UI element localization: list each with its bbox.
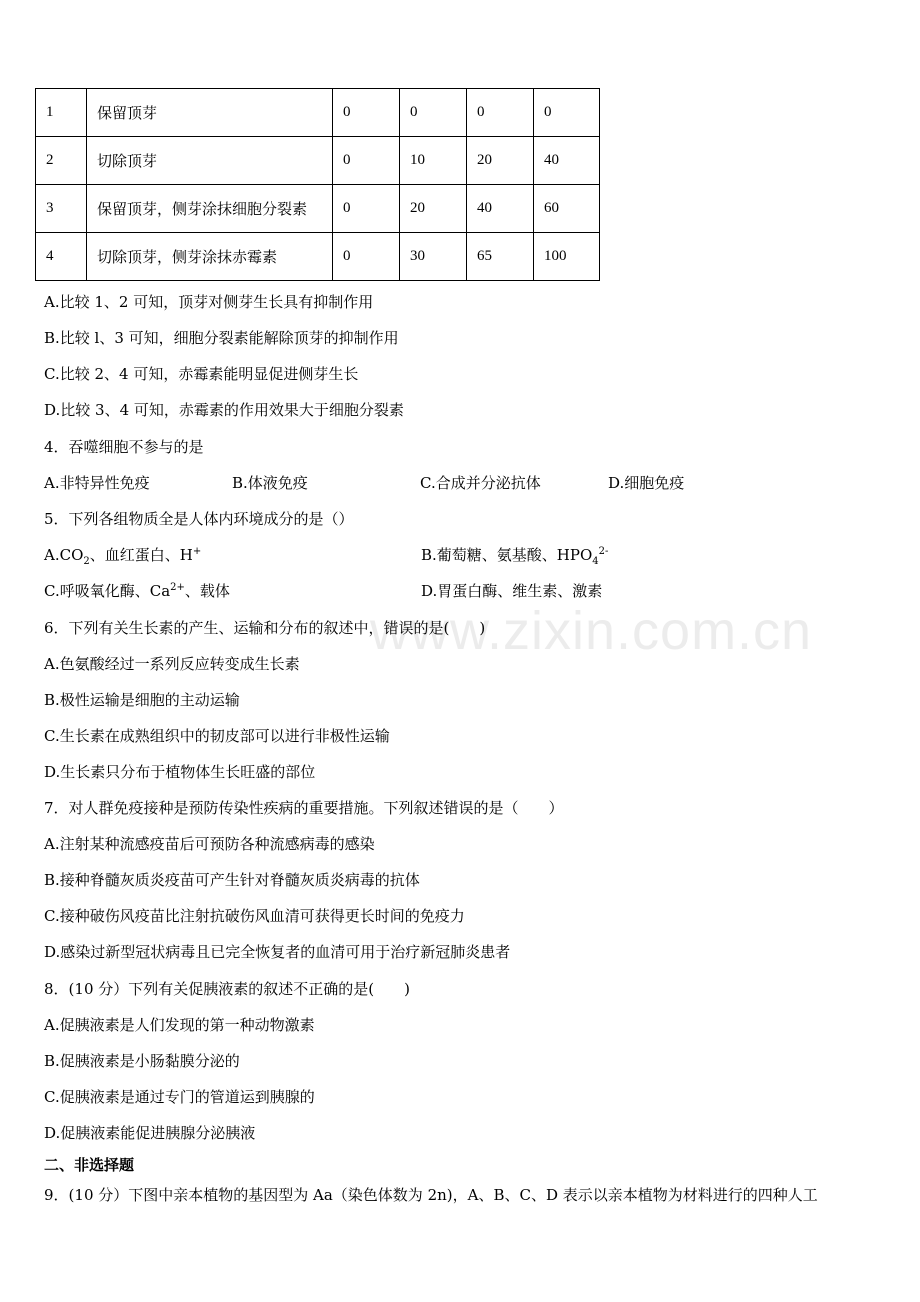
table-row <box>36 137 600 185</box>
q8-option-c: C.促胰液素是通过专门的管道运到胰腺的 <box>44 1088 315 1106</box>
table-cell-value: 40 <box>534 137 600 185</box>
table-cell-treatment: 保留顶芽 <box>87 89 333 137</box>
table-cell-value: 10 <box>400 137 467 185</box>
q7-option-d: D.感染过新型冠状病毒且已完全恢复者的血清可用于治疗新冠肺炎患者 <box>44 943 511 961</box>
table-cell-value: 30 <box>400 233 467 281</box>
table-cell-value: 0 <box>400 89 467 137</box>
table-cell-group: 4 <box>36 233 87 281</box>
table-cell-value: 65 <box>467 233 534 281</box>
q8-stem: 8．(10 分）下列有关促胰液素的叙述不正确的是( ) <box>44 980 410 998</box>
q6-stem: 6．下列有关生长素的产生、运输和分布的叙述中，错误的是( ) <box>44 619 486 637</box>
q8-option-a: A.促胰液素是人们发现的第一种动物激素 <box>44 1016 315 1034</box>
q4-option-a: A.非特异性免疫 <box>44 474 150 492</box>
table-row <box>36 185 600 233</box>
table-cell-value: 0 <box>467 89 534 137</box>
q4-option-b: B.体液免疫 <box>232 474 308 492</box>
section-heading: 二、非选择题 <box>44 1156 135 1174</box>
table-cell-value: 40 <box>467 185 534 233</box>
table-cell-group: 1 <box>36 89 87 137</box>
q6-option-a: A.色氨酸经过一系列反应转变成生长素 <box>44 655 300 673</box>
q4-stem: 4．吞噬细胞不参与的是 <box>44 438 204 456</box>
table-row <box>36 233 600 281</box>
q5-option-d: D.胃蛋白酶、维生素、激素 <box>421 582 603 600</box>
table-cell-value: 0 <box>333 137 400 185</box>
q6-option-b: B.极性运输是细胞的主动运输 <box>44 691 240 709</box>
q6-option-d: D.生长素只分布于植物体生长旺盛的部位 <box>44 763 316 781</box>
q7-option-b: B.接种脊髓灰质炎疫苗可产生针对脊髓灰质炎病毒的抗体 <box>44 871 420 889</box>
q8-option-b: B.促胰液素是小肠黏膜分泌的 <box>44 1052 240 1070</box>
experiment-table <box>35 88 600 281</box>
q6-option-c: C.生长素在成熟组织中的韧皮部可以进行非极性运输 <box>44 727 390 745</box>
table-cell-value: 20 <box>400 185 467 233</box>
q5-stem: 5．下列各组物质全是人体内环境成分的是（） <box>44 510 354 528</box>
q9-stem: 9．(10 分）下图中亲本植物的基因型为 Aa（染色体数为 2n)，A、B、C、D 表示以亲本植物为材料进行的四种人工 <box>44 1186 818 1204</box>
q4-option-d: D.细胞免疫 <box>608 474 685 492</box>
table-cell-treatment: 保留顶芽，侧芽涂抹细胞分裂素 <box>87 185 333 233</box>
table-cell-value: 0 <box>333 233 400 281</box>
q4-option-c: C.合成并分泌抗体 <box>420 474 541 492</box>
q3-option-c: C.比较 2、4 可知，赤霉素能明显促进侧芽生长 <box>44 365 359 383</box>
q5-option-c: C.呼吸氧化酶、$Ca^{2+}$、载体 <box>44 582 230 600</box>
table-row <box>36 89 600 137</box>
table-cell-value: 100 <box>534 233 600 281</box>
table-cell-value: 0 <box>333 89 400 137</box>
table-cell-value: 0 <box>534 89 600 137</box>
q3-option-a: A.比较 1、2 可知，顶芽对侧芽生长具有抑制作用 <box>44 293 374 311</box>
table-cell-value: 0 <box>333 185 400 233</box>
table-cell-value: 60 <box>534 185 600 233</box>
q3-option-d: D.比较 3、4 可知，赤霉素的作用效果大于细胞分裂素 <box>44 401 404 419</box>
q3-option-b: B.比较 l、3 可知，细胞分裂素能解除顶芽的抑制作用 <box>44 329 399 347</box>
table-cell-group: 2 <box>36 137 87 185</box>
q7-stem: 7．对人群免疫接种是预防传染性疾病的重要措施。下列叙述错误的是（ ） <box>44 799 564 817</box>
table-cell-treatment: 切除顶芽 <box>87 137 333 185</box>
q7-option-c: C.接种破伤风疫苗比注射抗破伤风血清可获得更长时间的免疫力 <box>44 907 465 925</box>
q5-option-a: $A.CO_2$、血红蛋白、H+ <box>44 546 202 567</box>
table-cell-value: 20 <box>467 137 534 185</box>
q5-option-b: B.葡萄糖、氨基酸、$HPO_4^{2-}$ <box>421 546 609 567</box>
watermark: www.zixin.com.cn <box>370 601 813 661</box>
table-cell-group: 3 <box>36 185 87 233</box>
q8-option-d: D.促胰液素能促进胰腺分泌胰液 <box>44 1124 256 1142</box>
q7-option-a: A.注射某种流感疫苗后可预防各种流感病毒的感染 <box>44 835 375 853</box>
table-cell-treatment: 切除顶芽，侧芽涂抹赤霉素 <box>87 233 333 281</box>
